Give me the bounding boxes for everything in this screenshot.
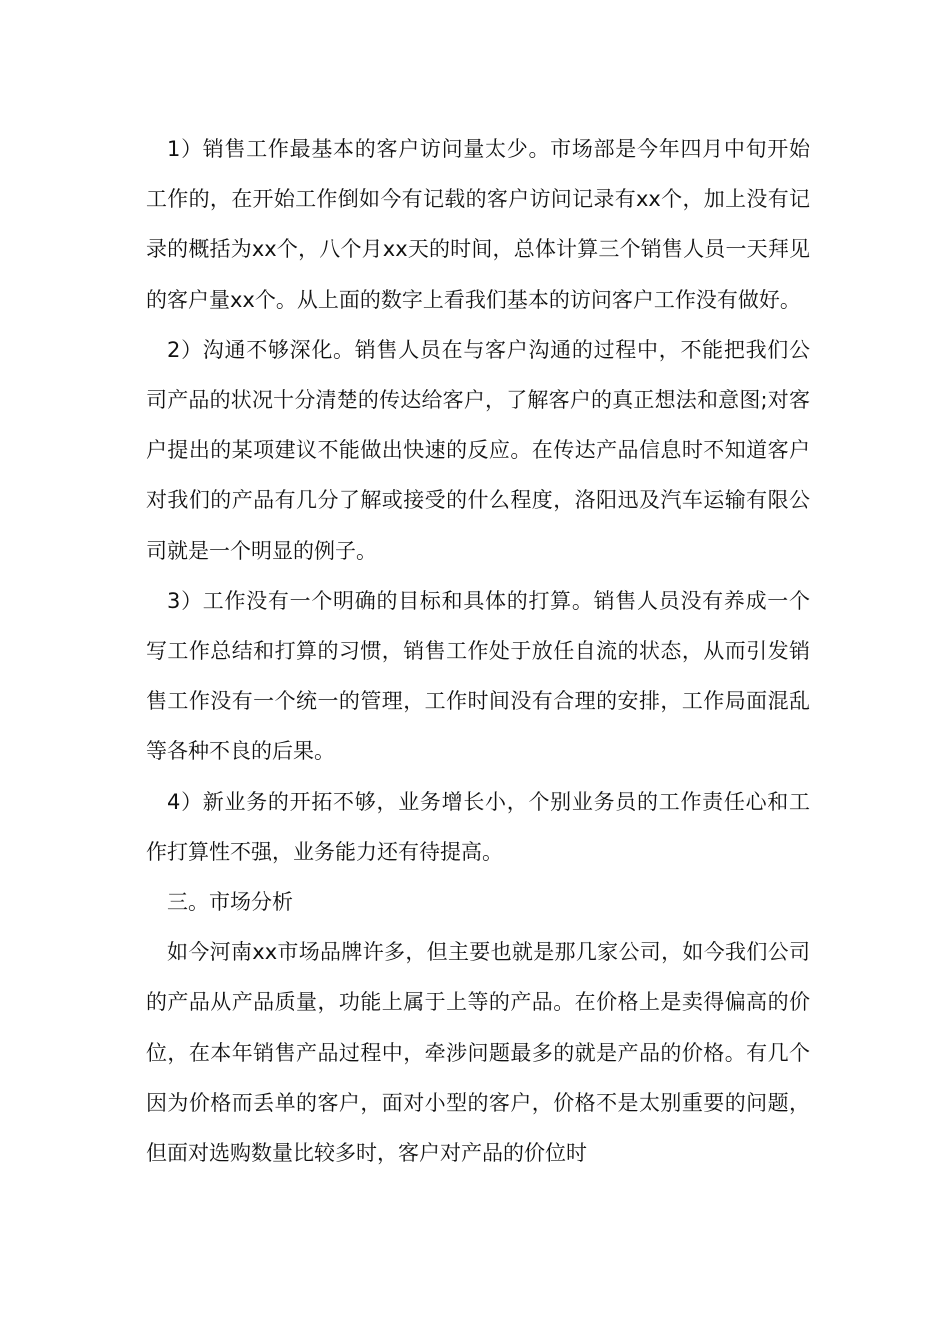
paragraph-3: 3）工作没有一个明确的目标和具体的打算。销售人员没有养成一个写工作总结和打算的习惯，销售工作处于放任自流的状态，从而引发销售工作没有一个统一的管理，工作时间没有合理的安排，工作局面混乱等各种不良的后果。 [146,588,810,764]
market-analysis-paragraph: 如今河南xx市场品牌许多，但主要也就是那几家公司，如今我们公司的产品从产品质量，功能上属于上等的产品。在价格上是卖得偏高的价位，在本年销售产品过程中，牵涉问题最多的就是产品的价格。有几个因为价格而丢单的客户，面对小型的客户，价格不是太别重要的问题，但面对选购数量比较多时，客户对产品的价位时 [146,940,810,1166]
section-heading: 三。市场分析 [167,890,293,915]
document-body [146,124,810,1178]
paragraph-2: 2）沟通不够深化。销售人员在与客户沟通的过程中，不能把我们公司产品的状况十分清楚的传达给客户，了解客户的真正想法和意图;对客户提出的某项建议不能做出快速的反应。在传达产品信息时不知道客户对我们的产品有几分了解或接受的什么程度，洛阳迅及汽车运输有限公司就是一个明显的例子。 [146,337,810,563]
paragraph-4: 4）新业务的开拓不够，业务增长小，个别业务员的工作责任心和工作打算性不强，业务能力还有待提高。 [146,789,810,864]
paragraph-1: 1）销售工作最基本的客户访问量太少。市场部是今年四月中旬开始工作的，在开始工作倒如今有记载的客户访问记录有xx个，加上没有记录的概括为xx个，八个月xx天的时间，总体计算三个销售人员一天拜见的客户量xx个。从上面的数字上看我们基本的访问客户工作没有做好。 [146,137,810,312]
